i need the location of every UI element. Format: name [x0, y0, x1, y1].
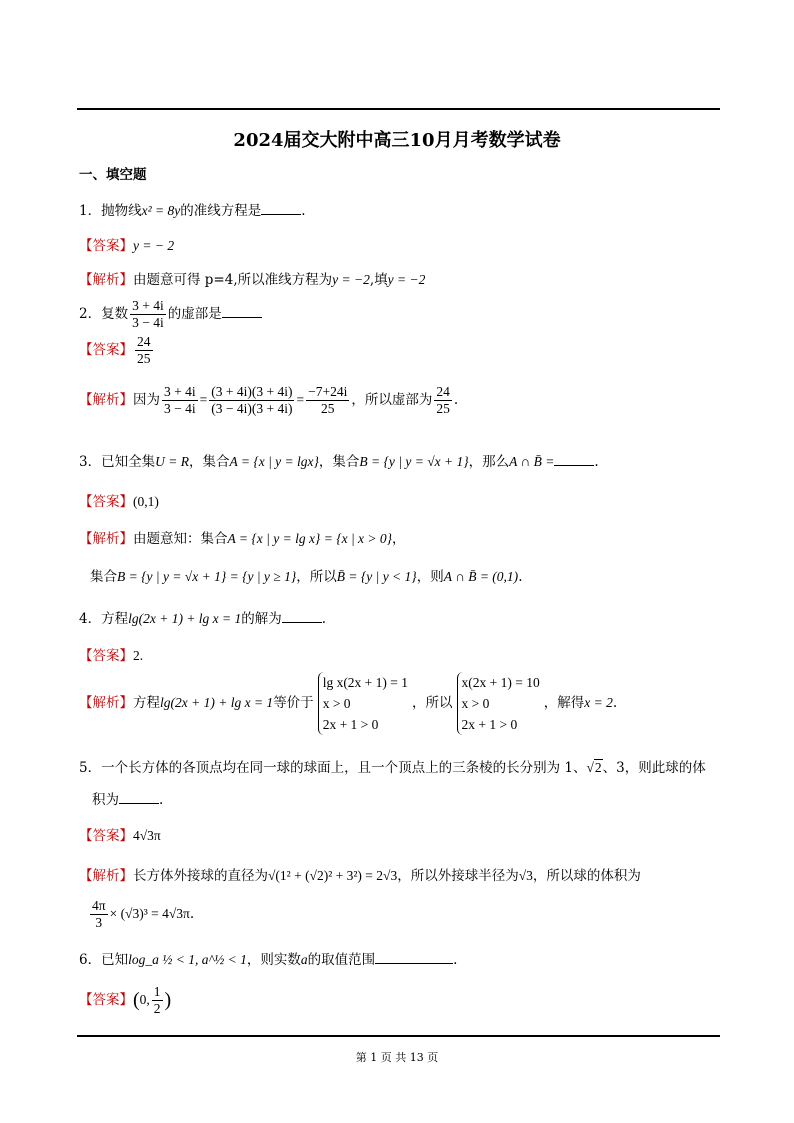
question-number: 2． — [79, 306, 102, 322]
fraction: $\frac{3 + 4i}{3 - 4i}$ — [132, 298, 164, 330]
analysis-5-line-2: $\frac{4\pi}{3}$ × (√3)³ = 4√3π. — [92, 898, 195, 930]
answer-blank — [222, 317, 262, 318]
answer-1: 【答案】y = − 2 — [79, 238, 175, 254]
equation-system: lg x(2x + 1) = 1 x > 0 2x + 1 > 0 — [318, 672, 408, 735]
question-number: 4． — [79, 611, 102, 627]
answer-label: 【答案】 — [79, 992, 133, 1008]
question-number: 6． — [79, 952, 102, 968]
question-number: 5． — [79, 760, 102, 776]
answer-blank — [554, 465, 594, 466]
analysis-5: 【解析】长方体外接球的直径为√(1² + (√2)² + 3²) = 2√3，所以外接球半径为√3，所以球的体积为 — [79, 868, 641, 884]
question-4: 4．方程lg(2x + 1) + lg x = 1的解为 . — [79, 611, 327, 627]
analysis-1: 【解析】由题意可得 p=4,所以准线方程为y = −2,填y = −2 — [79, 272, 426, 288]
answer-4: 【答案】2. — [79, 648, 144, 664]
analysis-label: 【解析】 — [79, 695, 133, 711]
top-rule — [77, 108, 720, 110]
question-5: 5．一个长方体的各顶点均在同一球的球面上，且一个顶点上的三条棱的长分别为 1、√2、3，则此球的体 — [79, 760, 706, 776]
section-heading: 一、填空题 — [79, 167, 147, 183]
answer-blank — [375, 963, 453, 964]
analysis-label: 【解析】 — [79, 272, 133, 288]
analysis-2: 【解析】因为 $\frac{3 + 4i}{3 - 4i}$ = $\frac{(3 + 4i)(3 + 4i)}{(3 - 4i)(3 + 4i)}$ = $\frac{-7+24i}{25}$ ，所以虚部为 $\frac{24}{25}$ . — [79, 384, 459, 416]
answer-blank — [119, 803, 159, 804]
answer-blank — [282, 622, 322, 623]
question-number: 3． — [79, 454, 102, 470]
analysis-label: 【解析】 — [79, 531, 133, 547]
analysis-4: 【解析】方程lg(2x + 1) + lg x = 1等价于 lg x(2x + 1) = 1 x > 0 2x + 1 > 0 ，所以 x(2x + 1) = 10 x > 0 2x + 1 > 0 ，解得x = 2. — [79, 672, 617, 735]
answer-label: 【答案】 — [79, 828, 133, 844]
analysis-label: 【解析】 — [79, 868, 133, 884]
equation: x² = 8y — [141, 203, 181, 218]
answer-label: 【答案】 — [79, 342, 133, 358]
equation-system: x(2x + 1) = 10 x > 0 2x + 1 > 0 — [457, 672, 540, 735]
analysis-label: 【解析】 — [79, 392, 133, 408]
answer-label: 【答案】 — [79, 238, 133, 254]
question-number: 1． — [79, 203, 102, 219]
fraction: $\frac{1}{2}$ — [153, 984, 161, 1016]
question-5-line-2: 积为 . — [92, 792, 164, 808]
answer-2 — [79, 334, 155, 367]
answer-5: 【答案】4√3π — [79, 828, 161, 844]
answer-label: 【答案】 — [79, 648, 133, 664]
fraction: $\frac{4\pi}{3}$ — [92, 898, 106, 930]
bottom-rule — [77, 1035, 720, 1037]
analysis-3: 【解析】由题意知：集合A = {x | y = lg x} = {x | x > 0}， — [79, 531, 406, 547]
question-1: 1．抛物线x² = 8y的准线方程是 . — [79, 203, 306, 219]
answer-label: 【答案】 — [79, 494, 133, 510]
answer-3: 【答案】(0,1) — [79, 494, 159, 510]
answer-6: 【答案】(0, $\frac{1}{2}$ ) — [79, 984, 172, 1016]
analysis-3-line-2: 集合B = {y | y = √x + 1} = {y | y ≥ 1}，所以B̄ = {y | y < 1}，则A ∩ B̄ = (0,1). — [90, 569, 523, 585]
question-6: 6．已知log_a ½ < 1, a^½ < 1，则实数a的取值范围 . — [79, 952, 458, 968]
question-2: 2．复数 $\frac{3 + 4i}{3 - 4i}$ 的虚部是 — [79, 298, 262, 331]
fraction: $\frac{24}{25}$ — [137, 334, 151, 366]
page-footer: 第 1 页 共 13 页 — [355, 1051, 439, 1064]
question-3: 3．已知全集U = R，集合A = {x | y = lgx}，集合B = {y | y = √x + 1}，那么A ∩ B̄ = . — [79, 454, 599, 470]
answer-blank — [261, 214, 301, 215]
page-title: 2024届交大附中高三10月月考数学试卷 — [233, 130, 561, 151]
